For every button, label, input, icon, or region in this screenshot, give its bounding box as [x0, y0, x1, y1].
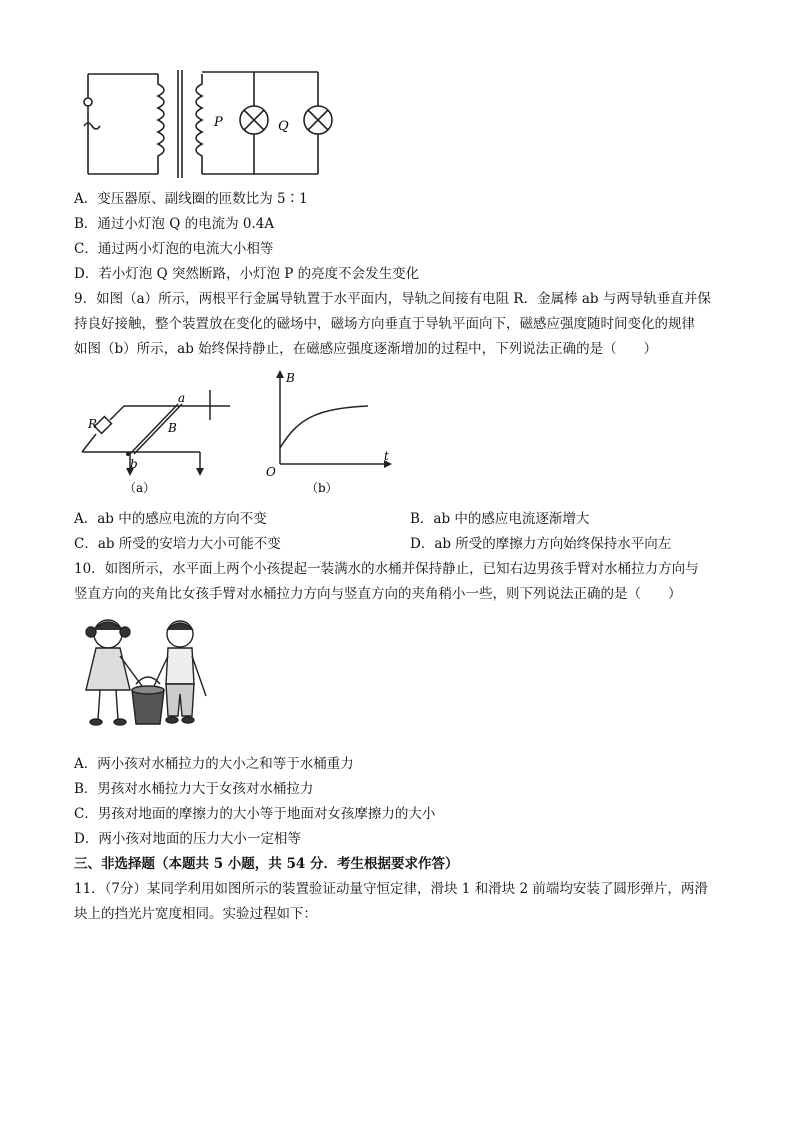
label-q: Q — [278, 119, 289, 134]
q9-option-c: C．ab 所受的安培力大小可能不变 — [74, 536, 281, 552]
q10-option-a: A．两小孩对水桶拉力的大小之和等于水桶重力 — [74, 756, 354, 772]
figure-b-caption: （b） — [306, 481, 338, 495]
q8-option-c: C．通过两小灯泡的电流大小相等 — [74, 241, 274, 257]
q10-option-c: C．男孩对地面的摩擦力的大小等于地面对女孩摩擦力的大小 — [74, 806, 436, 822]
q8-option-a: A．变压器原、副线圈的匝数比为 5∶1 — [74, 191, 308, 207]
q8-option-b: B．通过小灯泡 Q 的电流为 0.4A — [74, 216, 275, 232]
label-b-field: B — [168, 421, 177, 435]
transformer-circuit-figure — [74, 64, 344, 184]
q10-stem-line1: 10．如图所示，水平面上两个小孩提起一装满水的水桶并保持静止，已知右边男孩手臂对水桶拉力方向与 — [74, 561, 699, 577]
axis-y-label: B — [286, 371, 295, 385]
q9-option-a: A．ab 中的感应电流的方向不变 — [74, 511, 267, 527]
q11-line2: 块上的挡光片宽度相同。实验过程如下： — [74, 906, 317, 922]
q9-stem-line3: 如图（b）所示，ab 始终保持静止，在磁感应强度逐渐增加的过程中，下列说法正确的是（ ） — [74, 341, 658, 357]
q9-figure-a-rails — [74, 368, 244, 500]
children-bucket-figure — [74, 612, 222, 738]
section3-heading: 三、非选择题（本题共 5 小题，共 54 分．考生根据要求作答） — [74, 856, 459, 872]
q11-line1: 11．（7分）某同学利用如图所示的装置验证动量守恒定律，滑块 1 和滑块 2 前端均安装了圆形弹片，两滑 — [74, 881, 708, 897]
q10-stem-line2: 竖直方向的夹角比女孩手臂对水桶拉力方向与竖直方向的夹角稍小一些，则下列说法正确的是（ ） — [74, 586, 682, 602]
label-p: P — [214, 115, 223, 130]
q9-stem-line2: 持良好接触，整个装置放在变化的磁场中，磁场方向垂直于导轨平面向下，磁感应强度随时间变化的规律 — [74, 316, 695, 332]
label-r: R — [88, 417, 98, 431]
label-a: a — [178, 391, 186, 405]
q9-option-b: B．ab 中的感应电流逐渐增大 — [410, 511, 590, 527]
q10-option-d: D．两小孩对地面的压力大小一定相等 — [74, 831, 301, 847]
q9-figure-b-graph — [258, 368, 398, 500]
figure-a-caption: （a） — [124, 481, 156, 495]
q8-option-d: D．若小灯泡 Q 突然断路，小灯泡 P 的亮度不会发生变化 — [74, 266, 420, 282]
label-b: b — [130, 457, 138, 471]
axis-x-label: t — [384, 449, 389, 463]
q9-option-d: D．ab 所受的摩擦力方向始终保持水平向左 — [410, 536, 672, 552]
origin-label: O — [266, 465, 276, 479]
q10-option-b: B．男孩对水桶拉力大于女孩对水桶拉力 — [74, 781, 314, 797]
q9-stem-line1: 9．如图（a）所示，两根平行金属导轨置于水平面内，导轨之间接有电阻 R．金属棒 ab 与两导轨垂直并保 — [74, 291, 711, 307]
